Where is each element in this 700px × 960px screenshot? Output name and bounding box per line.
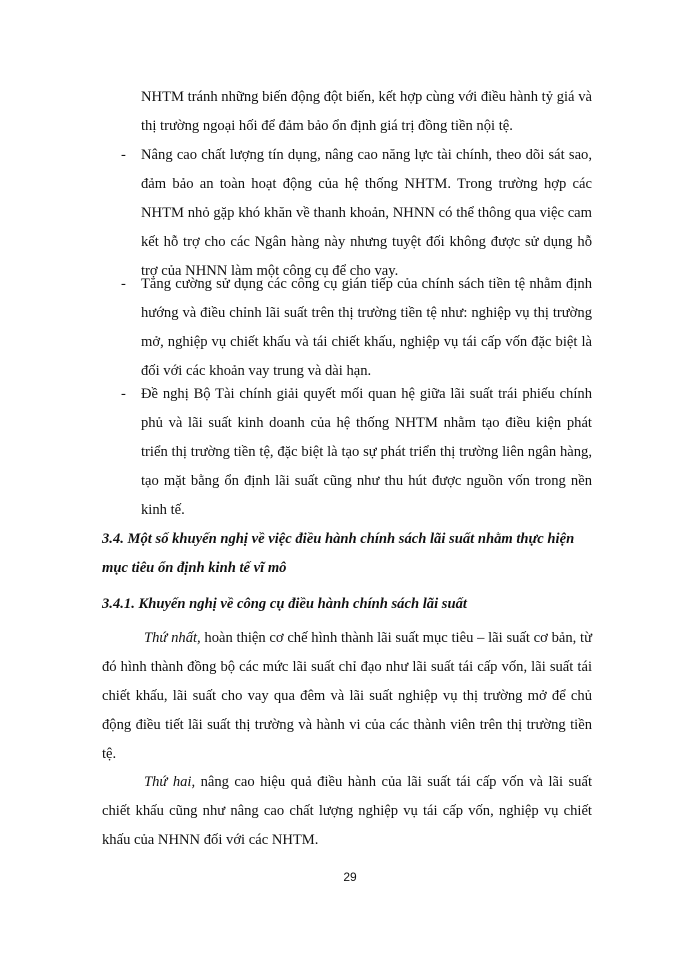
- section-heading: 3.4. Một số khuyến nghị về việc điều hành chính sách lãi suất nhằm thực hiện mục tiêu ổn định kinh tế vĩ mô: [102, 531, 575, 576]
- paragraph-lead: Thứ hai,: [144, 774, 196, 790]
- paragraph-text: nâng cao hiệu quả điều hành của lãi suất tái cấp vốn và lãi suất chiết khấu cũng như nâng cao chất lượng nghiệp vụ tái cấp vốn, nghiệp vụ chiết khấu của NHNN đối với các NHTM.: [102, 774, 593, 848]
- paragraph-lead: Thứ nhất,: [144, 630, 201, 646]
- bullet-item: [121, 270, 592, 386]
- bullet-dash: -: [121, 386, 126, 402]
- page-number: 29: [343, 870, 357, 884]
- body-paragraph-second: [102, 768, 592, 855]
- body-paragraph-first: [102, 624, 592, 769]
- bullet-item: [121, 141, 592, 286]
- bullet-dash: -: [121, 276, 126, 292]
- paragraph-text: hoàn thiện cơ chế hình thành lãi suất mục tiêu – lãi suất cơ bản, từ đó hình thành đồng bộ các mức lãi suất chỉ đạo như lãi suất tái cấp vốn, lãi suất tái chiết khấu, lãi suất cho vay qua đêm và lãi suất nghiệp vụ thị trường mở để chủ động điều tiết lãi suất thị trường và hành vi của các thành viên trên thị trường tiền tệ.: [102, 630, 592, 762]
- bullet-text: Tăng cường sử dụng các công cụ gián tiếp của chính sách tiền tệ nhằm định hướng và điều chỉnh lãi suất trên thị trường tiền tệ như: nghiệp vụ thị trường mở, nghiệp vụ chiết khấu và tái chiết khấu, nghiệp vụ tái cấp vốn đặc biệt là đối với các khoản vay trung và dài hạn.: [141, 276, 592, 379]
- subsection-heading: 3.4.1. Khuyến nghị về công cụ điều hành chính sách lãi suất: [102, 596, 467, 612]
- bullet-dash: -: [121, 147, 126, 163]
- bullet-text: Nâng cao chất lượng tín dụng, nâng cao năng lực tài chính, theo dõi sát sao, đảm bảo an toàn hoạt động của hệ thống NHTM. Trong trường hợp các NHTM nhỏ gặp khó khăn về thanh khoản, NHNN có thể thông qua việc cam kết hỗ trợ cho các Ngân hàng này nhưng tuyệt đối không được sử dụng hỗ trợ của NHNN làm một công cụ để cho vay.: [141, 147, 592, 279]
- continuation-paragraph: NHTM tránh những biến động đột biến, kết hợp cùng với điều hành tỷ giá và thị trường ngoại hối để đảm bảo ổn định giá trị đồng tiền nội tệ.: [141, 89, 592, 134]
- bullet-text: Đề nghị Bộ Tài chính giải quyết mối quan hệ giữa lãi suất trái phiếu chính phủ và lãi suất kinh doanh của hệ thống NHTM nhằm tạo điều kiện phát triển thị trường tiền tệ, đặc biệt là tạo sự phát triển thị trường liên ngân hàng, tạo mặt bằng ổn định lãi suất cũng như thu hút được nguồn vốn trong nền kinh tế.: [141, 386, 592, 518]
- bullet-item: [121, 380, 592, 525]
